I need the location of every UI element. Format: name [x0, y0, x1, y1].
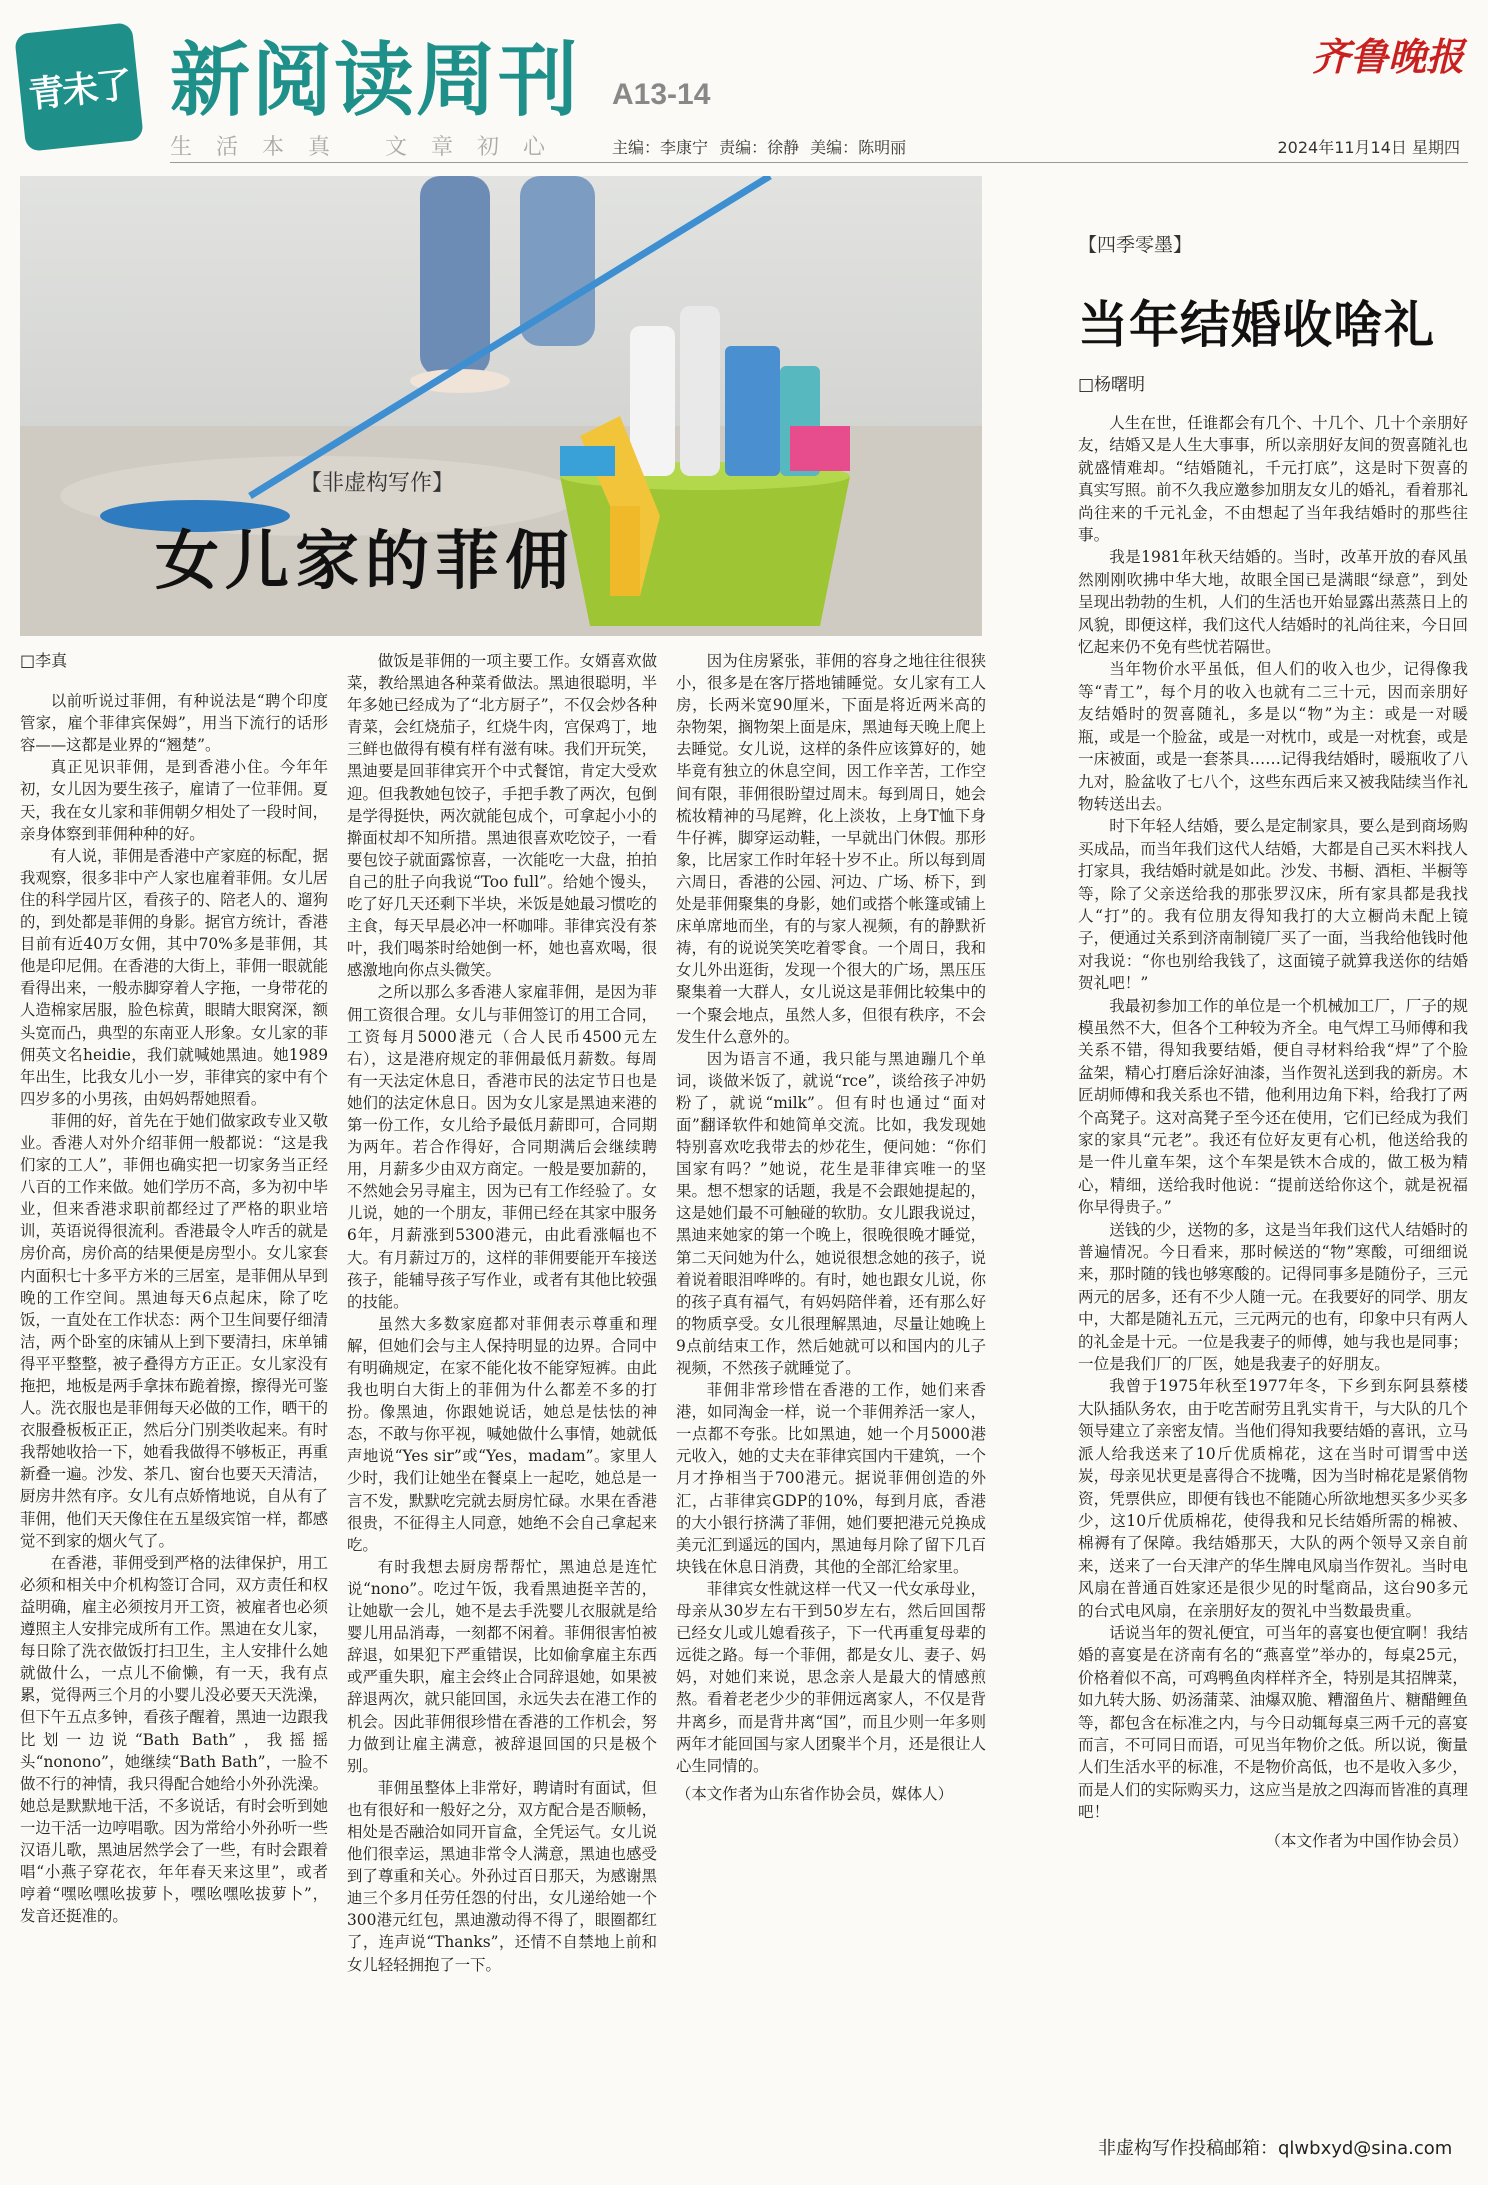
paragraph: 有人说，菲佣是香港中产家庭的标配，据我观察，很多非中产人家也雇着菲佣。女儿居住的科学园片区，看孩子的、陪老人的、遛狗的，到处都是菲佣的身影。据官方统计，香港目前有近40万女佣，其中70%多是菲佣，其他是印尼佣。在香港的大街上，菲佣一眼就能看得出来，一般赤脚穿着人字拖，一身带花的人造棉家居服，脸色棕黄，眼睛大眼窝深，额头宽而凸，典型的东南亚人形象。女儿家的菲佣英文名heidie，我们就喊她黑迪。她1989年出生，比我女儿小一岁，菲律宾的家中有个四岁多的小男孩，由妈妈帮她照看。 — [20, 846, 328, 1108]
paper-title: 新阅读周刊 — [170, 33, 580, 127]
brand-logo: 齐鲁晚报 — [1311, 34, 1464, 79]
main-author: □李真 — [20, 651, 68, 670]
main-article-col-1 — [20, 650, 328, 2170]
masthead — [0, 0, 1488, 168]
masthead-rule — [170, 162, 1468, 163]
paragraph: 以前听说过菲佣，有种说法是“聘个印度管家，雇个菲律宾保姆”，用当下流行的话形容——这都是业界的“翘楚”。 — [20, 692, 328, 755]
paragraph: 人生在世，任谁都会有几个、十几个、几十个亲朋好友，结婚又是人生大事事，所以亲朋好友间的贺喜随礼也就盛情难却。“结婚随礼，千元打底”，这是时下贺喜的真实写照。前不久我应邀参加朋友女儿的婚礼，看着那礼尚往来的千元礼金，不由想起了当年我结婚时的那些往事。 — [1078, 414, 1468, 545]
paper-logo: 青未了 — [14, 22, 144, 152]
paragraph: 之所以那么多香港人家雇菲佣，是因为菲佣工资很合理。女儿与菲佣签订的用工合同，工资每月5000港元（合人民币4500元左右），这是港府规定的菲佣最低月薪数。每周有一天法定休息日，香港市民的法定节日也是她们的法定休息日。因为女儿家是黑迪来港的第一份工作，女儿给予最低月薪即可，合同期为两年。若合作得好，合同期满后会继续聘用，月薪多少由双方商定。一般是要加薪的，不然她会另寻雇主，因为已有工作经验了。女儿说，她的一个朋友，菲佣已经在其家中服务6年，月薪涨到5300港元，由此看涨幅也不大。有月薪过万的，这样的菲佣要能开车接送孩子，能辅导孩子写作业，或者有其他比较强的技能。 — [347, 983, 657, 1311]
paragraph: 因为住房紧张，菲佣的容身之地往往很狭小，很多是在客厅搭地铺睡觉。女儿家有工人房，长两米宽90厘米，下面是将近两米高的杂物架，搁物架上面是床，黑迪每天晚上爬上去睡觉。女儿说，这样的条件应该算好的，她毕竟有独立的休息空间，因工作辛苦，工作空间有限，菲佣很盼望过周末。每到周日，她会梳妆精神的马尾辫，化上淡妆，上身T恤下身牛仔裤，脚穿运动鞋，一早就出门休假。那形象，比居家工作时年轻十岁不止。所以每到周六周日，香港的公园、河边、广场、桥下，到处是菲佣聚集的身影，她们或搭个帐篷或铺上床单席地而坐，有的与家人视频，有的静默祈祷，有的说说笑笑吃着零食。一个周日，我和女儿外出逛街，发现一个很大的广场，黑压压聚集着一大群人，女儿说这是菲佣比较集中的一个聚会地点，虽然人多，但很有秩序，不会发生什么意外的。 — [676, 652, 986, 1046]
paragraph: 菲律宾女性就这样一代又一代女承母业，母亲从30岁左右干到50岁左右，然后回国帮已经女儿或儿媳看孩子，下一代再重复母辈的远徙之路。每一个菲佣，都是女儿、妻子、妈妈，对她们来说，思念亲人是最大的情感煎熬。看着老老少少的菲佣远离家人，不仅是背井离乡，而是背井离“国”，而且少则一年多则两年才能回国与家人团聚半个月，还是很让人心生同情的。 — [676, 1579, 986, 1775]
side-article-body — [1078, 412, 1468, 2112]
paragraph: 送钱的少，送物的多，这是当年我们这代人结婚时的普遍情况。今日看来，那时候送的“物”寒酸，可细细说来，那时随的钱也够寒酸的。记得同事多是随份子，三元两元的居多，还有不少人随一元。在我要好的同学、朋友中，大都是随礼五元，三元两元的也有，印象中只有两人的礼金是十元。一位是我妻子的师傅，她与我也是同事；一位是我们厂的厂医，她是我妻子的好朋友。 — [1078, 1220, 1468, 1374]
main-article-col-2 — [347, 650, 657, 2170]
side-author-note: （本文作者为中国作协会员） — [1265, 1831, 1468, 1850]
paragraph: 我是1981年秋天结婚的。当时，改革开放的春风虽然刚刚吹拂中华大地，故眼全国已是满眼“绿意”，到处呈现出勃勃的生机，人们的生活也开始显露出蒸蒸日上的风貌，即便这样，我们这代人结婚时的礼尚往来，今日回忆起来仍不免有些忧若隔世。 — [1078, 548, 1468, 657]
paragraph: 菲佣非常珍惜在香港的工作，她们来香港，如同淘金一样，说一个菲佣养活一家人，一点都不夸张。比如黑迪，她一个月5000港元收入，她的丈夫在菲律宾国内干建筑，一个月才挣相当于700港元。据说菲佣创造的外汇，占菲律宾GDP的10%，每到月底，香港的大小银行挤满了菲佣，她们要把港元兑换成美元汇到遥远的国内，黑迪每月除了留下几百块钱在休息日消费，其他的全部汇给家里。 — [676, 1381, 986, 1576]
paragraph: 因为语言不通，我只能与黑迪蹦几个单词，谈做米饭了，就说“rce”，谈给孩子冲奶粉了，就说“milk”。但有时也通过“面对面”翻译软件和她简单交流。比如，我发现她特别喜欢吃我带去的炒花生，便问她：“你们国家有吗？”她说，花生是菲律宾唯一的坚果。想不想家的话题，我是不会跟她提起的，这是她们最不可触碰的软肋。女儿跟我说过，黑迪来她家的第一个晚上，很晚很晚才睡觉，第二天问她为什么，她说很想念她的孩子，说着说着眼泪哗哗的。有时，她也跟女儿说，你的孩子真有福气，有妈妈陪伴着，还有那么好的物质享受。女儿很理解黑迪，尽量让她晚上9点前结束工作，然后她就可以和国内的儿子视频，不然孩子就睡觉了。 — [676, 1049, 986, 1377]
submission-email: 非虚构写作投稿邮箱：qlwbxyd@sina.com — [1098, 2138, 1453, 2159]
hero-title: 女儿家的菲佣 — [155, 524, 575, 599]
paragraph: 有时我想去厨房帮帮忙，黑迪总是连忙说“nono”。吃过午饭，我看黑迪挺辛苦的，让她歇一会儿，她不是去手洗婴儿衣服就是给婴儿用品消毒，一刻都不闲着。菲佣很害怕被辞退，如果犯下严重错误，比如偷拿雇主东西或严重失职，雇主会终止合同辞退她，如果被辞退两次，就只能回国，永远失去在港工作的机会。因此菲佣很珍惜在香港的工作机会，努力做到让雇主满意，被辞退回国的只是极个别。 — [347, 1557, 657, 1775]
paragraph: 菲佣虽整体上非常好，聘请时有面试，但也有很好和一般好之分，双方配合是否顺畅，相处是否融洽如同开盲盒，全凭运气。女儿说他们很幸运，黑迪非常令人满意，黑迪也感受到了尊重和关心。外孙过百日那天，为感谢黑迪三个多月任劳任怨的付出，女儿递给她一个300港元红包，黑迪激动得不得了，眼圈都红了，连声说“Thanks”，还情不自禁地上前和女儿轻轻拥抱了一下。 — [347, 1778, 657, 1974]
side-title: 当年结婚收啥礼 — [1078, 295, 1435, 354]
paragraph: 虽然大多数家庭都对菲佣表示尊重和理解，但她们会与主人保持明显的边界。合同中有明确规定，在家不能化妆不能穿短裤。由此我也明白大街上的菲佣为什么都差不多的打扮。像黑迪，你跟她说话，她总是怯怯的神态，不敢与你平视，喊她做什么事情，她就低声地说“Yes sir”或“Yes，madam”。家里人少时，我们让她坐在餐桌上一起吃，她总是一言不发，默默吃完就去厨房忙碌。水果在香港很贵，不征得主人同意，她绝不会自己拿起来吃。 — [347, 1314, 657, 1554]
side-column-label: 【四季零墨】 — [1078, 234, 1193, 256]
slogan: 生活本真 文章初心 — [170, 135, 569, 160]
paragraph: 做饭是菲佣的一项主要工作。女婿喜欢做菜，教给黑迪各种菜肴做法。黑迪很聪明，半年多她已经成为了“北方厨子”，不仅会炒各种青菜，会红烧茄子，红烧牛肉，宫保鸡丁，地三鲜也做得有模有样有滋有味。我们开玩笑，黑迪要是回菲律宾开个中式餐馆，肯定大受欢迎。但我教她包饺子，手把手教了两次，包倒是学得挺快，两次就能包成个，可拿起小小的擀面杖却不知所措。黑迪很喜欢吃饺子，一看要包饺子就面露惊喜，一次能吃一大盘，拍拍自己的肚子向我说“Too full”。给她个馒头，吃了好几天还剩下半块，米饭是她最习惯吃的主食，每天早晨必冲一杯咖啡。菲律宾没有茶叶，我们喝茶时给她倒一杯，她也喜欢喝，很感激地向你点头微笑。 — [347, 652, 657, 980]
paragraph: 话说当年的贺礼便宜，可当年的喜宴也便宜啊！我结婚的喜宴是在济南有名的“燕喜堂”举办的，每桌25元，价格着似不高，可鸡鸭鱼肉样样齐全，特别是其招牌菜，如九转大肠、奶汤蒲菜、油爆双脆、糟溜鱼片、糖醋鲤鱼等，都包含在标准之内，与今日动辄每桌三两千元的喜宴而言，不可同日而语，可见当年物价之低。所以说，衡量人们生活水平的标准，不是物价高低，也不是收入多少，而是人们的实际购买力，这应当是放之四海而皆准的真理吧！ — [1078, 1623, 1468, 1822]
paragraph: 当年物价水平虽低，但人们的收入也少，记得像我等“青工”，每个月的收入也就有二三十元，因而亲朋好友结婚时的贺喜随礼，多是以“物”为主：或是一对暖瓶，或是一个脸盆，或是一对枕巾，或是一对枕套，或是一床被面，或是一套茶具……记得我结婚时，暖瓶收了八九对，脸盆收了七八个，这些东西后来又被我陆续当作礼物转送出去。 — [1078, 660, 1468, 813]
paragraph: 菲佣的好，首先在于她们做家政专业又敬业。香港人对外介绍菲佣一般都说：“这是我们家的工人”，菲佣也确实把一切家务当正经八百的工作来做。她们学历不高，多为初中毕业，但来香港求职前都经过了严格的职业培训，英语说得很流利。香港最令人咋舌的就是房价高，房价高的结果便是房型小。女儿家套内面积七十多平方米的三居室，是菲佣从早到晚的工作空间。黑迪每天6点起床，除了吃饭，一直处在工作状态：两个卫生间要仔细清洁，两个卧室的床铺从上到下要清扫，床单铺得平平整整，被子叠得方方正正。女儿家没有拖把，地板是两手拿抹布跪着擦，擦得光可鉴人。洗衣服也是菲佣每天必做的工作，晒干的衣服叠板板正正，然后分门别类收起来。有时我帮她收拾一下，她看我做得不够板正，再重新叠一遍。沙发、茶几、窗台也要天天清洁，厨房井然有序。女儿有点娇惰地说，自从有了菲佣，他们天天像住在五星级宾馆一样，都感觉不到家的烟火气了。 — [20, 1111, 328, 1550]
author-note: （本文作者为山东省作协会员，媒体人） — [676, 1784, 954, 1803]
hero-photo — [20, 176, 982, 636]
paragraph: 我最初参加工作的单位是一个机械加工厂，厂子的规模虽然不大，但各个工种较为齐全。电气焊工马师傅和我关系不错，得知我要结婚，便自寻材料给我“焊”了个脸盆架，精心打磨后涂好油漆，当作贺礼送到我的新房。木匠胡师傅和我关系也不错，他利用边角下料，给我打了两个高凳子。这对高凳子至今还在使用，它们已经成为我们家的家具“元老”。我还有位好友更有心机，他送给我的是一件儿童车架，这个车架是铁木合成的，做工极为精心，精细，送给我时他说：“提前送给你这个，就是祝福你早得贵子。” — [1078, 996, 1468, 1217]
main-article-col-3 — [676, 650, 986, 2170]
hero-column-label: 【非虚构写作】 — [300, 471, 455, 496]
page-code: A13-14 — [612, 78, 711, 111]
paragraph: 在香港，菲佣受到严格的法律保护，用工必须和相关中介机构签订合同，双方责任和权益明确，雇主必须按月开工资，被雇者也必须遵照主人安排完成所有工作。黑迪在女儿家，每日除了洗衣做饭打扫卫生，主人安排什么她就做什么，一点儿不偷懒，有一天，我有点累，觉得两三个月的小婴儿没必要天天洗澡，但下午五点多钟，看孩子醒着，黑迪一边跟我比划一边说“Bath Bath”，我摇摇头“nonono”，她继续“Bath Bath”，一脸不做不行的神情，我只得配合她给小外孙洗澡。她总是默默地干活，不多说话，有时会听到她一边干活一边哼唱歌。因为常给小外孙听一些汉语儿歌，黑迪居然学会了一些，有时会跟着唱“小燕子穿花衣，年年春天来这里”，或者哼着“嘿吆嘿吆拔萝卜，嘿吆嘿吆拔萝卜”，发音还挺准的。 — [20, 1553, 328, 1926]
side-author: □杨曙明 — [1078, 375, 1146, 395]
paragraph: 我曾于1975年秋至1977年冬，下乡到东阿县蔡楼大队插队务农，由于吃苦耐劳且乳实肯干，与大队的几个领导建立了亲密友情。当他们得知我要结婚的喜讯，立马派人给我送来了10斤优质棉花，这在当时可谓雪中送炭，母亲见状更是喜得合不拢嘴，因为当时棉花是紧俏物资，凭票供应，即便有钱也不能随心所欲地想买多少买多少，这10斤优质棉花，使得我和兄长结婚所需的棉被、棉褥有了保障。我结婚那天，大队的两个领导又亲自前来，送来了一台天津产的华生牌电风扇当作贺礼。当时电风扇在普通百姓家还是很少见的时髦商品，这台90多元的台式电风扇，在亲朋好友的贺礼中当数最贵重。 — [1078, 1377, 1468, 1620]
editors-line: 主编：李康宁 责编：徐静 美编：陈明丽 — [612, 138, 907, 157]
paragraph: 时下年轻人结婚，要么是定制家具，要么是到商场购买成品，而当年我们这代人结婚，大都是自己买木料找人打家具，我结婚时就是如此。沙发、书橱、酒柜、半橱等等，除了父亲送给我的那张罗汉床，所有家具都是我找人“打”的。我有位朋友得知我打的大立橱尚未配上镜子，便通过关系到济南制镜厂买了一面，当我给他钱时他对我说：“你也别给我钱了，这面镜子就算我送你的结婚贺礼吧！” — [1078, 817, 1468, 993]
paragraph: 真正见识菲佣，是到香港小住。今年年初，女儿因为要生孩子，雇请了一位菲佣。夏天，我在女儿家和菲佣朝夕相处了一段时间，亲身体察到菲佣种种的好。 — [20, 758, 328, 843]
date-line: 2024年11月14日 星期四 — [1277, 138, 1460, 157]
